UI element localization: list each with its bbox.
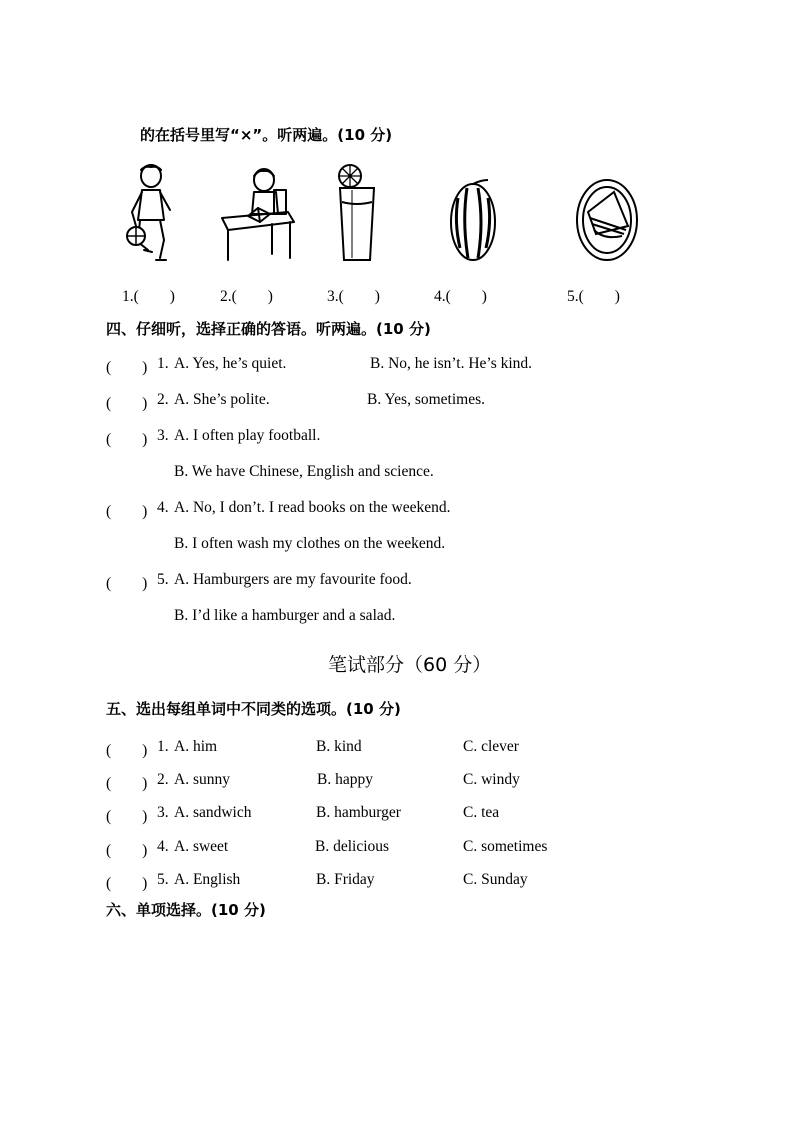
s4-q5-option-b: B. I’d like a hamburger and a salad. <box>174 607 396 624</box>
s5-q2-option-a: A. sunny <box>174 771 230 788</box>
girl-reading-desk-icon <box>218 162 296 262</box>
section6-heading: 六、单项选择。(10 分) <box>106 901 266 919</box>
s5-q4-option-c: C. sometimes <box>463 838 548 855</box>
orange-juice-icon <box>334 162 380 264</box>
s5-q5-paren: ( ) <box>106 875 148 892</box>
s4-q1-option-a: A. Yes, he’s quiet. <box>174 355 287 372</box>
section3-instruction: 的在括号里写“×”。听两遍。(10 分) <box>140 126 393 144</box>
s4-q1-option-b: B. No, he isn’t. He’s kind. <box>370 355 533 372</box>
s4-q5-option-a: A. Hamburgers are my favourite food. <box>174 571 412 588</box>
picture-label-1: 1.( ) <box>122 288 175 305</box>
s5-q3-option-b: B. hamburger <box>316 804 401 821</box>
s5-q5-option-c: C. Sunday <box>463 871 528 888</box>
s4-q4-paren: ( ) <box>106 503 148 520</box>
s5-q3-num: 3. <box>157 804 169 821</box>
boy-basketball-icon <box>118 160 184 270</box>
s4-q2-option-a: A. She’s polite. <box>174 391 270 408</box>
picture-label-4: 4.( ) <box>434 288 487 305</box>
picture-label-2: 2.( ) <box>220 288 273 305</box>
section5-heading: 五、选出每组单词中不同类的选项。(10 分) <box>106 700 401 718</box>
s5-q3-option-a: A. sandwich <box>174 804 252 821</box>
s5-q2-num: 2. <box>157 771 169 788</box>
s5-q4-option-a: A. sweet <box>174 838 229 855</box>
s5-q5-option-a: A. English <box>174 871 241 888</box>
s4-q4-option-b: B. I often wash my clothes on the weekend. <box>174 535 446 552</box>
s5-q3-paren: ( ) <box>106 808 148 825</box>
s5-q1-num: 1. <box>157 738 169 755</box>
s5-q2-paren: ( ) <box>106 775 148 792</box>
s5-q1-option-b: B. kind <box>316 738 362 755</box>
s5-q5-option-b: B. Friday <box>316 871 375 888</box>
s5-q2-option-c: C. windy <box>463 771 520 788</box>
s4-q3-paren: ( ) <box>106 431 148 448</box>
written-part-title: 笔试部分（60 分） <box>328 654 492 676</box>
s5-q4-option-b: B. delicious <box>315 838 390 855</box>
s4-q1-num: 1. <box>157 355 169 372</box>
s4-q5-num: 5. <box>157 571 169 588</box>
s4-q5-paren: ( ) <box>106 575 148 592</box>
s5-q4-num: 4. <box>157 838 169 855</box>
picture-label-5: 5.( ) <box>567 288 620 305</box>
sandwich-plate-icon <box>574 178 640 262</box>
s5-q3-option-c: C. tea <box>463 804 500 821</box>
s5-q2-option-b: B. happy <box>317 771 373 788</box>
s4-q2-option-b: B. Yes, sometimes. <box>367 391 485 408</box>
s5-q1-option-c: C. clever <box>463 738 519 755</box>
s5-q1-paren: ( ) <box>106 742 148 759</box>
watermelon-icon <box>448 178 498 262</box>
s4-q2-paren: ( ) <box>106 395 148 412</box>
section4-heading: 四、仔细听，选择正确的答语。听两遍。(10 分) <box>106 320 431 338</box>
s4-q1-paren: ( ) <box>106 359 148 376</box>
s4-q2-num: 2. <box>157 391 169 408</box>
picture-label-3: 3.( ) <box>327 288 380 305</box>
s5-q4-paren: ( ) <box>106 842 148 859</box>
s4-q3-option-a: A. I often play football. <box>174 427 321 444</box>
s4-q4-num: 4. <box>157 499 169 516</box>
s5-q1-option-a: A. him <box>174 738 218 755</box>
s4-q3-num: 3. <box>157 427 169 444</box>
s5-q5-num: 5. <box>157 871 169 888</box>
s4-q4-option-a: A. No, I don’t. I read books on the weekend. <box>174 499 451 516</box>
s4-q3-option-b: B. We have Chinese, English and science. <box>174 463 434 480</box>
